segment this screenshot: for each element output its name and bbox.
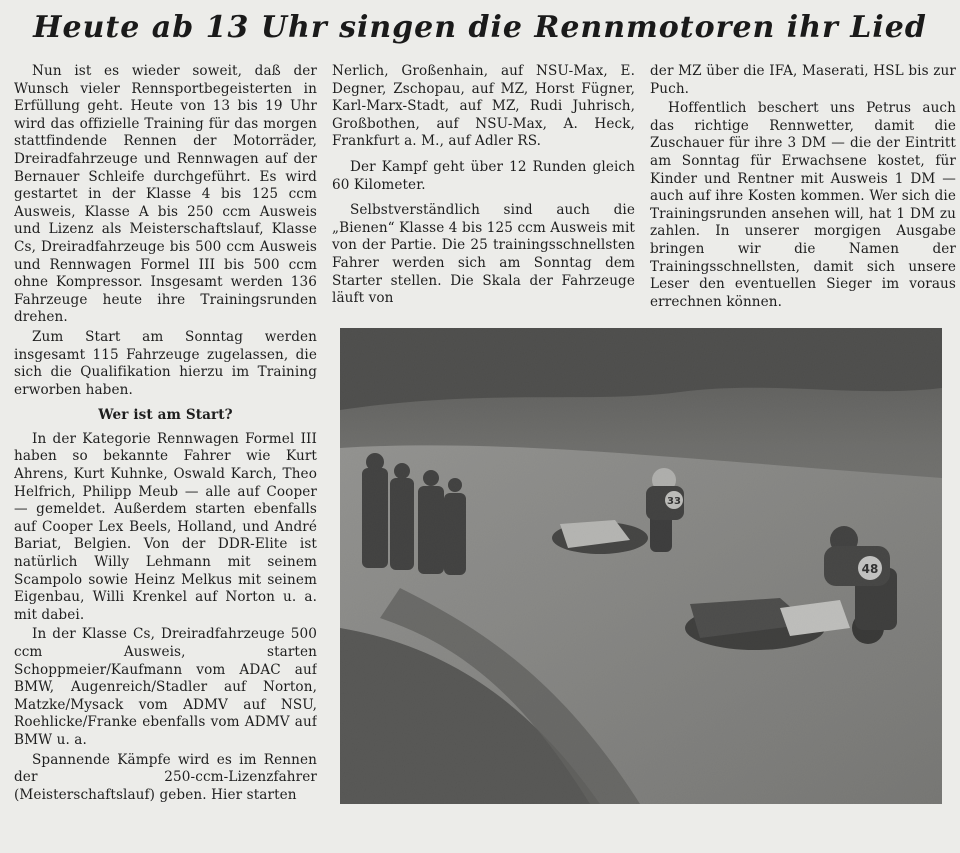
paragraph: Spannende Kämpfe wird es im Rennen der 250-ccm-Lizenzfahrer (Meisterschaftslauf) geben. Hier starten (14, 751, 317, 803)
racing-number: 33 (667, 496, 681, 507)
subheading: Wer ist am Start? (98, 407, 233, 424)
column-2 (332, 63, 635, 308)
paragraph: Hoffentlich beschert uns Petrus auch das richtige Rennwetter, damit die Zuschauer für ihre 3 DM — die der Eintritt am Sonntag für Erwachsene kostet, für Kinder und Rentner mit Ausweis 1 DM — auch auf ihre Kosten kommen. Wer sich die Trainingsrunden ansehen will, hat 1 DM zu zahlen. In unserer morgigen Ausgabe bringen wir die Namen der Trainingsschnellsten, damit sich unsere Leser den eventuellen Sieger im voraus errechnen können. (650, 100, 956, 310)
column-3 (650, 63, 956, 311)
headline: Heute ab 13 Uhr singen die Rennmotoren ihr Lied (33, 10, 927, 45)
column-1 (14, 63, 317, 851)
paragraph: der MZ über die IFA, Maserati, HSL bis zur Puch. (650, 63, 956, 97)
paragraph: In der Kategorie Rennwagen Formel III haben so bekannte Fahrer wie Kurt Ahrens, Kurt Kuhnke, Oswald Karch, Theo Helfrich, Philipp Meub — alle auf Cooper — gemeldet. Außerdem starten ebenfalls auf Cooper Lex Beels, Holland, und André Bariat, Belgien. Von der DDR-Elite ist natürlich Willy Lehmann mit seinem Scampolo sowie Heinz Melkus mit seinem Eigenbau, Willi Krenkel auf Norton u. a. mit dabei. (14, 430, 317, 623)
racing-number: 48 (861, 562, 879, 576)
paragraph: Nerlich, Großenhain, auf NSU-Max, E. Degner, Zschopau, auf MZ, Horst Fügner, Karl-Marx-Stadt, auf MZ, Rudi Juhrisch, Großbothen, auf NSU-Max, A. Heck, Frankfurt a. M., auf Adler RS. (332, 63, 635, 150)
race-photo (340, 328, 942, 804)
sidecar-race-photo (340, 328, 942, 804)
paragraph: Selbstverständlich sind auch die „Bienen“ Klasse 4 bis 125 ccm Ausweis mit von der Partie. Die 25 trainingsschnellsten Fahrer werden sich am Sonntag dem Starter stellen. Die Skala der Fahrzeuge läuft von (332, 202, 635, 307)
paragraph: Nun ist es wieder soweit, daß der Wunsch vieler Rennsportbegeisterten in Erfüllung geht. Heute von 13 bis 19 Uhr wird das offizielle Training für das morgen stattfindende Rennen der Motorräder, Dreiradfahrzeuge und Rennwagen auf der Bernauer Schleife durchgeführt. Es wird gestartet in der Klasse 4 bis 125 ccm Ausweis, Klasse A bis 250 ccm Ausweis und Lizenz als Meisterschaftslauf, Klasse Cs, Dreiradfahrzeuge bis 500 ccm Ausweis und Rennwagen Formel III bis 500 ccm ohne Kompressor. Insgesamt werden 136 Fahrzeuge heute ihre Trainingsrunden drehen. (14, 63, 317, 326)
paragraph: Zum Start am Sonntag werden insgesamt 115 Fahrzeuge zugelassen, die sich die Qualifikation hierzu im Training erworben haben. (14, 328, 317, 398)
paragraph: In der Klasse Cs, Dreiradfahrzeuge 500 ccm Ausweis, starten Schoppmeier/Kaufmann vom ADAC auf BMW, Augenreich/Stadler auf Norton, Matzke/Mysack vom ADMV auf NSU, Roehlicke/Franke ebenfalls vom ADMV auf BMW u. a. (14, 626, 317, 748)
paragraph: Der Kampf geht über 12 Runden gleich 60 Kilometer. (332, 158, 635, 193)
